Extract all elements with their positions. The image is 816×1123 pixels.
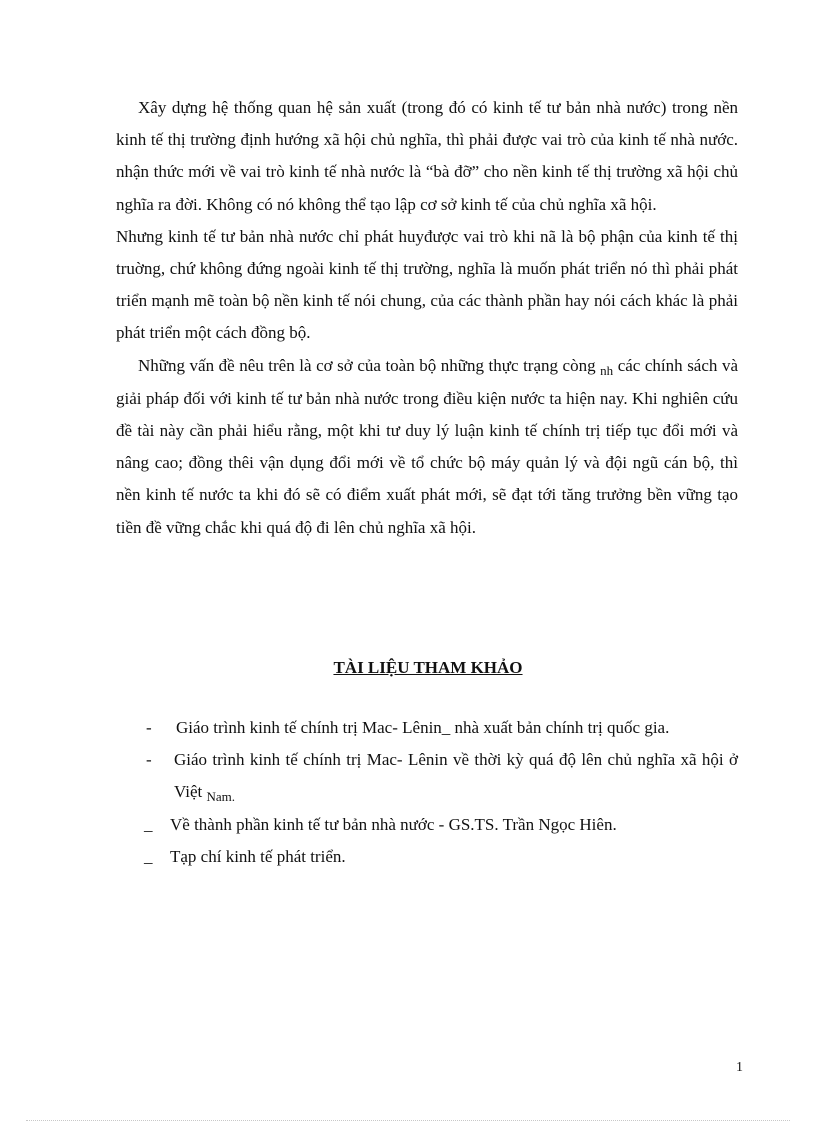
paragraph-2: Nhưng kinh tế tư bản nhà nước chỉ phát huyđược vai trò khi nã là bộ phận của kinh tế thị truờng, chứ không đứng ngoài kinh tế thị trường, nghĩa là muốn phát triển nó thì phải phát triển mạnh mẽ toàn bộ nền kinh tế nói chung, của các thành phần hay nói cách khác là phải phát triển một cách đồng bộ. [116, 226, 738, 343]
page-bottom-divider [26, 1120, 790, 1121]
paragraph-3-subscript: nh [600, 362, 614, 378]
reference-2-subscript: Nam. [206, 789, 236, 804]
reference-item [116, 744, 738, 809]
reference-item [116, 712, 738, 744]
reference-item [116, 841, 738, 873]
reference-text [116, 744, 738, 809]
paragraph-3-end: các chính sách và giải pháp đối với kinh tế tư bản nhà nước trong điều kiện nước ta hiện nay. Khi nghiên cứu đề tài này cần phải hiểu rằng, một khi tư duy lý luận kinh tế chính trị tiếp tục đổi mới và nâng cao; đồng thêi vận dụng đổi mới về tổ chức bộ máy quản lý và đội ngũ cán bộ, thì nền kinh tế nước ta khi đó sẽ có điểm xuất phát mới, sẽ đạt tới tăng trưởng bền vững tạo tiền đề vững chắc khi quá độ đi lên chủ nghĩa xã hội. [116, 355, 738, 537]
reference-bullet: - [146, 750, 152, 769]
reference-2-text: Giáo trình kinh tế chính trị Mac- Lênin về thời kỳ quá độ lên chủ nghĩa xã hội ở Việt [174, 750, 738, 801]
paragraph-3 [116, 350, 738, 544]
page-number: 1 [736, 1060, 743, 1075]
reference-3-text: Về thành phần kinh tế tư bản nhà nước - GS.TS. Trần Ngọc Hiên. [170, 815, 617, 834]
paragraph-3-start: Những vấn đề nêu trên là cơ sở của toàn bộ những thực trạng còng [138, 355, 596, 375]
reference-bullet: _ [144, 815, 153, 834]
paragraph-1: Xây dựng hệ thống quan hệ sản xuất (trong đó có kinh tế tư bản nhà nước) trong nền kinh tế thị trường định hướng xã hội chủ nghĩa, thì phải được vai trò của kinh tế nhà nước. nhận thức mới về vai trò kinh tế nhà nước là “bà đỡ” cho nền kinh tế thị trường xã hội chủ nghĩa ra đời. Không có nó không thể tạo lập cơ sở kinh tế của chủ nghĩa xã hội. [116, 98, 738, 214]
references-heading: TÀI LIỆU THAM KHẢO [333, 658, 523, 677]
reference-1-text: Giáo trình kinh tế chính trị Mac- Lênin_ nhà xuất bản chính trị quốc gia. [176, 718, 670, 737]
references-list [116, 712, 738, 873]
reference-text [116, 712, 738, 744]
reference-bullet: _ [144, 847, 153, 866]
reference-item [116, 809, 738, 841]
reference-bullet: - [146, 718, 152, 737]
reference-4-text: Tạp chí kinh tế phát triển. [170, 847, 346, 866]
body-text [116, 92, 738, 544]
